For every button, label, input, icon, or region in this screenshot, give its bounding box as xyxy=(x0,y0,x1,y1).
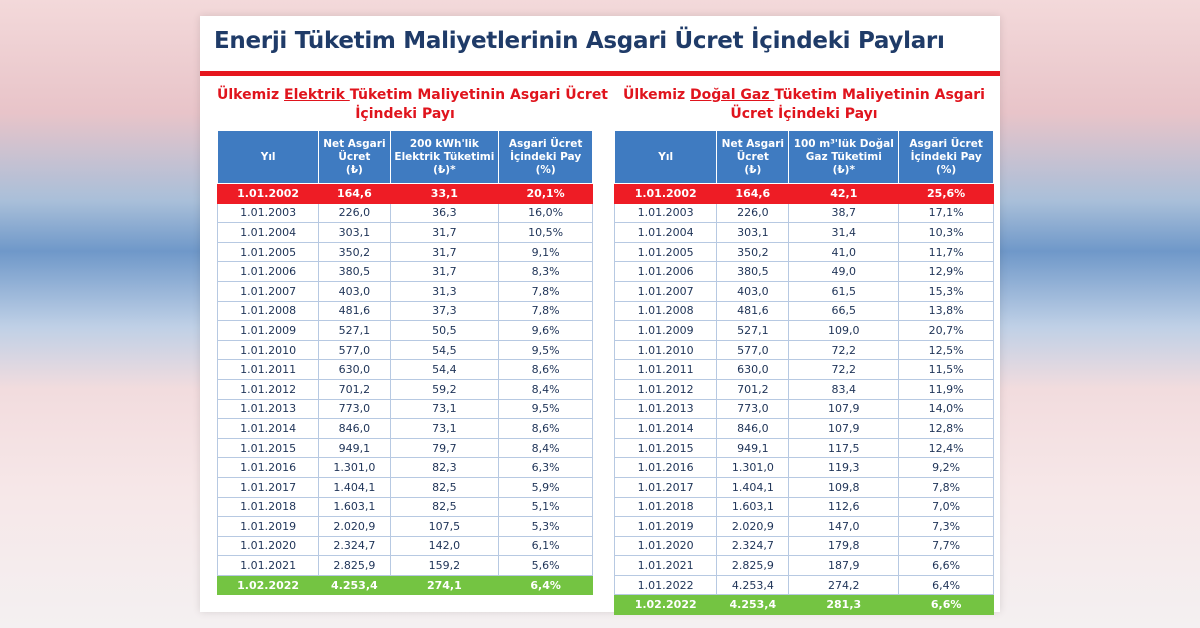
gas-table-body xyxy=(615,184,994,615)
table-row xyxy=(615,184,994,204)
table-cell: 226,0 xyxy=(717,203,789,223)
table-cell: 31,3 xyxy=(390,281,499,301)
table-cell: 107,9 xyxy=(789,399,899,419)
table-cell: 1.01.2011 xyxy=(615,360,717,380)
table-cell: 1.01.2021 xyxy=(615,556,717,576)
title-divider xyxy=(200,71,1000,76)
table-cell: 79,7 xyxy=(390,438,499,458)
table-cell: 12,8% xyxy=(899,419,994,439)
table-row xyxy=(218,517,593,537)
table-row xyxy=(615,223,994,243)
table-cell: 1.01.2004 xyxy=(615,223,717,243)
table-cell: 5,3% xyxy=(499,517,593,537)
table-row xyxy=(218,458,593,478)
table-cell: 1.01.2003 xyxy=(615,203,717,223)
table-cell: 1.01.2014 xyxy=(218,419,319,439)
table-cell: 2.324,7 xyxy=(717,536,789,556)
table-cell: 1.01.2021 xyxy=(218,556,319,576)
column-header-year: Yıl xyxy=(218,131,319,184)
table-cell: 846,0 xyxy=(319,419,390,439)
table-row xyxy=(218,262,593,282)
table-cell: 1.01.2017 xyxy=(218,477,319,497)
table-cell: 12,4% xyxy=(899,438,994,458)
table-cell: 7,7% xyxy=(899,536,994,556)
table-cell: 1.01.2012 xyxy=(615,379,717,399)
table-cell: 846,0 xyxy=(717,419,789,439)
table-cell: 14,0% xyxy=(899,399,994,419)
table-cell: 1.01.2015 xyxy=(615,438,717,458)
table-cell: 7,3% xyxy=(899,517,994,537)
table-row xyxy=(615,399,994,419)
table-cell: 949,1 xyxy=(717,438,789,458)
table-row xyxy=(615,360,994,380)
table-cell: 6,1% xyxy=(499,536,593,556)
table-cell: 1.01.2020 xyxy=(218,536,319,556)
table-cell: 1.01.2007 xyxy=(615,281,717,301)
table-cell: 303,1 xyxy=(319,223,390,243)
table-row xyxy=(615,321,994,341)
table-row xyxy=(218,575,593,595)
table-cell: 13,8% xyxy=(899,301,994,321)
electricity-panel xyxy=(217,86,608,595)
table-cell: 9,5% xyxy=(499,399,593,419)
table-cell: 41,0 xyxy=(789,242,899,262)
table-row xyxy=(615,419,994,439)
column-header-year: Yıl xyxy=(615,131,717,184)
table-cell: 187,9 xyxy=(789,556,899,576)
table-row xyxy=(218,477,593,497)
table-row xyxy=(218,184,593,204)
table-cell: 42,1 xyxy=(789,184,899,204)
table-cell: 2.020,9 xyxy=(717,517,789,537)
table-cell: 10,5% xyxy=(499,223,593,243)
table-cell: 31,7 xyxy=(390,262,499,282)
table-row xyxy=(218,203,593,223)
table-cell: 61,5 xyxy=(789,281,899,301)
table-cell: 303,1 xyxy=(717,223,789,243)
table-cell: 36,3 xyxy=(390,203,499,223)
table-cell: 630,0 xyxy=(717,360,789,380)
table-cell: 54,5 xyxy=(390,340,499,360)
table-cell: 403,0 xyxy=(319,281,390,301)
table-cell: 147,0 xyxy=(789,517,899,537)
table-cell: 38,7 xyxy=(789,203,899,223)
table-cell: 380,5 xyxy=(717,262,789,282)
table-row xyxy=(615,556,994,576)
table-cell: 33,1 xyxy=(390,184,499,204)
table-cell: 2.825,9 xyxy=(319,556,390,576)
table-cell: 15,3% xyxy=(899,281,994,301)
table-cell: 1.01.2010 xyxy=(615,340,717,360)
table-cell: 9,5% xyxy=(499,340,593,360)
column-header-consumption: 100 m³'lük Doğal Gaz Tüketimi (₺)* xyxy=(789,131,899,184)
table-cell: 1.603,1 xyxy=(717,497,789,517)
table-cell: 12,5% xyxy=(899,340,994,360)
table-cell: 82,5 xyxy=(390,477,499,497)
table-cell: 164,6 xyxy=(717,184,789,204)
table-cell: 59,2 xyxy=(390,379,499,399)
table-cell: 6,4% xyxy=(899,575,994,595)
table-row xyxy=(218,438,593,458)
table-cell: 1.01.2016 xyxy=(615,458,717,478)
table-cell: 1.01.2018 xyxy=(615,497,717,517)
table-row xyxy=(615,477,994,497)
table-cell: 83,4 xyxy=(789,379,899,399)
table-cell: 1.01.2008 xyxy=(218,301,319,321)
table-cell: 1.01.2014 xyxy=(615,419,717,439)
table-cell: 9,6% xyxy=(499,321,593,341)
electricity-heading: Ülkemiz Elektrik Tüketim Maliyetinin Asgari Ücret İçindeki Payı xyxy=(217,87,608,122)
table-cell: 1.02.2022 xyxy=(615,595,717,615)
table-cell: 109,8 xyxy=(789,477,899,497)
page-title: Enerji Tüketim Maliyetlerinin Asgari Ücret İçindeki Payları xyxy=(214,28,945,54)
table-cell: 10,3% xyxy=(899,223,994,243)
table-cell: 350,2 xyxy=(717,242,789,262)
table-cell: 5,9% xyxy=(499,477,593,497)
table-cell: 630,0 xyxy=(319,360,390,380)
table-row xyxy=(615,340,994,360)
gas-table xyxy=(614,130,994,615)
table-cell: 8,4% xyxy=(499,438,593,458)
table-cell: 773,0 xyxy=(319,399,390,419)
table-cell: 16,0% xyxy=(499,203,593,223)
table-cell: 9,1% xyxy=(499,242,593,262)
table-cell: 1.01.2022 xyxy=(615,575,717,595)
table-cell: 82,5 xyxy=(390,497,499,517)
table-row xyxy=(615,262,994,282)
table-row xyxy=(218,360,593,380)
table-cell: 50,5 xyxy=(390,321,499,341)
table-cell: 117,5 xyxy=(789,438,899,458)
table-cell: 1.01.2002 xyxy=(615,184,717,204)
table-cell: 4.253,4 xyxy=(717,575,789,595)
table-cell: 112,6 xyxy=(789,497,899,517)
table-row xyxy=(615,242,994,262)
table-cell: 1.01.2003 xyxy=(218,203,319,223)
table-cell: 4.253,4 xyxy=(717,595,789,615)
table-cell: 2.825,9 xyxy=(717,556,789,576)
gas-heading: Ülkemiz Doğal Gaz Tüketim Maliyetinin Asgari Ücret İçindeki Payı xyxy=(623,87,985,122)
table-cell: 6,6% xyxy=(899,595,994,615)
table-cell: 54,4 xyxy=(390,360,499,380)
table-cell: 1.01.2005 xyxy=(218,242,319,262)
table-cell: 350,2 xyxy=(319,242,390,262)
table-cell: 6,3% xyxy=(499,458,593,478)
table-row xyxy=(218,321,593,341)
table-row xyxy=(615,281,994,301)
table-cell: 1.301,0 xyxy=(717,458,789,478)
table-cell: 773,0 xyxy=(717,399,789,419)
table-row xyxy=(218,301,593,321)
table-cell: 1.01.2019 xyxy=(615,517,717,537)
column-header-consumption: 200 kWh'lik Elektrik Tüketimi (₺)* xyxy=(390,131,499,184)
table-cell: 1.01.2006 xyxy=(218,262,319,282)
gas-panel xyxy=(614,86,994,615)
column-header-share: Asgari Ücret İçindeki Pay (%) xyxy=(499,131,593,184)
table-cell: 1.01.2008 xyxy=(615,301,717,321)
column-header-net-wage: Net Asgari Ücret (₺) xyxy=(717,131,789,184)
table-cell: 1.01.2009 xyxy=(218,321,319,341)
table-cell: 49,0 xyxy=(789,262,899,282)
table-cell: 72,2 xyxy=(789,340,899,360)
table-cell: 701,2 xyxy=(717,379,789,399)
table-cell: 1.01.2015 xyxy=(218,438,319,458)
table-cell: 31,7 xyxy=(390,242,499,262)
table-cell: 179,8 xyxy=(789,536,899,556)
gas-highlight: Doğal Gaz xyxy=(690,87,775,103)
table-cell: 527,1 xyxy=(319,321,390,341)
table-cell: 281,3 xyxy=(789,595,899,615)
table-cell: 11,9% xyxy=(899,379,994,399)
table-cell: 701,2 xyxy=(319,379,390,399)
table-cell: 12,9% xyxy=(899,262,994,282)
table-cell: 1.01.2002 xyxy=(218,184,319,204)
table-cell: 37,3 xyxy=(390,301,499,321)
table-row xyxy=(218,556,593,576)
table-cell: 1.404,1 xyxy=(319,477,390,497)
column-header-net-wage: Net Asgari Ücret (₺) xyxy=(319,131,390,184)
table-cell: 8,6% xyxy=(499,419,593,439)
table-row xyxy=(218,242,593,262)
table-cell: 7,8% xyxy=(499,281,593,301)
table-cell: 31,7 xyxy=(390,223,499,243)
table-cell: 1.02.2022 xyxy=(218,575,319,595)
table-cell: 11,5% xyxy=(899,360,994,380)
table-cell: 1.01.2017 xyxy=(615,477,717,497)
table-cell: 481,6 xyxy=(319,301,390,321)
table-cell: 577,0 xyxy=(717,340,789,360)
table-cell: 2.020,9 xyxy=(319,517,390,537)
table-cell: 1.01.2018 xyxy=(218,497,319,517)
table-cell: 1.01.2016 xyxy=(218,458,319,478)
table-row xyxy=(615,536,994,556)
table-cell: 82,3 xyxy=(390,458,499,478)
table-cell: 25,6% xyxy=(899,184,994,204)
table-cell: 11,7% xyxy=(899,242,994,262)
table-cell: 6,6% xyxy=(899,556,994,576)
table-cell: 226,0 xyxy=(319,203,390,223)
table-cell: 1.01.2010 xyxy=(218,340,319,360)
electricity-table xyxy=(217,130,593,595)
table-cell: 4.253,4 xyxy=(319,575,390,595)
table-cell: 31,4 xyxy=(789,223,899,243)
table-cell: 1.404,1 xyxy=(717,477,789,497)
table-cell: 20,1% xyxy=(499,184,593,204)
table-cell: 481,6 xyxy=(717,301,789,321)
table-cell: 274,1 xyxy=(390,575,499,595)
table-cell: 159,2 xyxy=(390,556,499,576)
table-cell: 1.01.2013 xyxy=(218,399,319,419)
table-cell: 6,4% xyxy=(499,575,593,595)
table-cell: 109,0 xyxy=(789,321,899,341)
table-cell: 20,7% xyxy=(899,321,994,341)
table-cell: 1.01.2019 xyxy=(218,517,319,537)
table-row xyxy=(615,575,994,595)
table-cell: 1.301,0 xyxy=(319,458,390,478)
table-cell: 1.01.2009 xyxy=(615,321,717,341)
table-cell: 274,2 xyxy=(789,575,899,595)
table-cell: 577,0 xyxy=(319,340,390,360)
table-row xyxy=(218,399,593,419)
table-cell: 1.01.2006 xyxy=(615,262,717,282)
table-cell: 949,1 xyxy=(319,438,390,458)
table-cell: 119,3 xyxy=(789,458,899,478)
table-cell: 403,0 xyxy=(717,281,789,301)
table-cell: 527,1 xyxy=(717,321,789,341)
table-row xyxy=(615,458,994,478)
table-cell: 1.01.2013 xyxy=(615,399,717,419)
table-row xyxy=(615,301,994,321)
table-cell: 8,3% xyxy=(499,262,593,282)
table-row xyxy=(615,595,994,615)
table-row xyxy=(218,340,593,360)
table-cell: 7,0% xyxy=(899,497,994,517)
table-cell: 1.01.2005 xyxy=(615,242,717,262)
column-header-share: Asgari Ücret İçindeki Pay (%) xyxy=(899,131,994,184)
table-row xyxy=(218,379,593,399)
table-cell: 1.01.2011 xyxy=(218,360,319,380)
table-cell: 8,6% xyxy=(499,360,593,380)
table-cell: 1.01.2004 xyxy=(218,223,319,243)
table-cell: 7,8% xyxy=(899,477,994,497)
table-cell: 1.01.2007 xyxy=(218,281,319,301)
table-cell: 5,1% xyxy=(499,497,593,517)
electricity-highlight: Elektrik xyxy=(284,87,350,103)
table-row xyxy=(615,517,994,537)
table-cell: 1.01.2020 xyxy=(615,536,717,556)
table-row xyxy=(218,281,593,301)
table-cell: 5,6% xyxy=(499,556,593,576)
table-row xyxy=(615,438,994,458)
table-cell: 73,1 xyxy=(390,419,499,439)
table-row xyxy=(218,419,593,439)
table-cell: 7,8% xyxy=(499,301,593,321)
table-row xyxy=(615,203,994,223)
table-cell: 380,5 xyxy=(319,262,390,282)
table-cell: 9,2% xyxy=(899,458,994,478)
slide xyxy=(200,16,1000,612)
table-cell: 107,5 xyxy=(390,517,499,537)
table-row xyxy=(218,497,593,517)
table-cell: 2.324,7 xyxy=(319,536,390,556)
table-cell: 72,2 xyxy=(789,360,899,380)
table-row xyxy=(615,497,994,517)
table-cell: 17,1% xyxy=(899,203,994,223)
table-cell: 107,9 xyxy=(789,419,899,439)
table-cell: 164,6 xyxy=(319,184,390,204)
table-cell: 66,5 xyxy=(789,301,899,321)
table-cell: 8,4% xyxy=(499,379,593,399)
table-row xyxy=(218,536,593,556)
table-cell: 1.603,1 xyxy=(319,497,390,517)
table-row xyxy=(615,379,994,399)
table-cell: 1.01.2012 xyxy=(218,379,319,399)
electricity-table-body xyxy=(218,184,593,595)
table-cell: 142,0 xyxy=(390,536,499,556)
table-cell: 73,1 xyxy=(390,399,499,419)
table-row xyxy=(218,223,593,243)
